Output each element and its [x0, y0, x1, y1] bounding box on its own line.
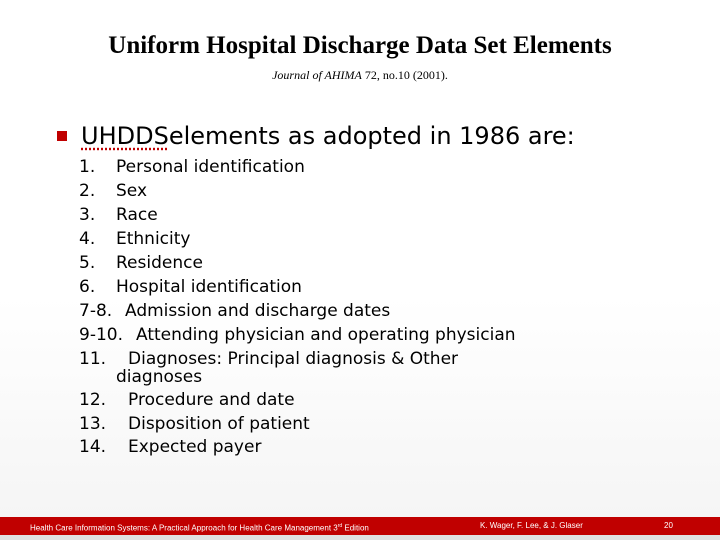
list-item — [79, 414, 310, 434]
list-item — [79, 205, 158, 225]
list-item-text: Sex — [116, 181, 148, 201]
list-item-text: Expected payer — [128, 437, 262, 457]
footer-edition-sup: rd — [337, 523, 343, 529]
list-item-number: 6. — [79, 277, 96, 297]
list-item — [79, 277, 302, 297]
bullet-heading — [57, 122, 575, 150]
list-item-number: 3. — [79, 205, 96, 225]
list-item-number: 9-10. — [79, 325, 123, 345]
footer-page-number: 20 — [664, 521, 673, 530]
footer-book-title — [30, 521, 369, 534]
citation-details: 72, no.10 (2001). — [361, 68, 448, 82]
list-item-number: 1. — [79, 157, 96, 177]
list-item-number: 2. — [79, 181, 96, 201]
list-item — [79, 301, 390, 321]
list-item — [79, 157, 305, 177]
list-item-text: Admission and discharge dates — [125, 301, 391, 321]
list-item-text: Attending physician and operating physician — [136, 325, 516, 345]
list-item-text: Race — [116, 205, 158, 225]
citation — [0, 68, 720, 83]
list-item-number: 11. — [79, 349, 107, 369]
list-item-text: Diagnoses: Principal diagnosis & Other — [128, 349, 459, 369]
list-item — [79, 253, 203, 273]
list-item — [79, 390, 295, 410]
list-item — [79, 349, 458, 369]
list-item-text: Personal identification — [116, 157, 305, 177]
footer-book: Health Care Information Systems: A Practical Approach for Health Care Management 3 — [30, 523, 338, 533]
list-item-number: 14. — [79, 437, 107, 457]
list-item-text: Residence — [116, 253, 203, 273]
footer-authors: K. Wager, F. Lee, & J. Glaser — [480, 521, 583, 530]
bottom-strip — [0, 535, 720, 540]
list-item-number: 7-8. — [79, 301, 113, 321]
list-item — [79, 325, 516, 345]
list-item-number: 4. — [79, 229, 96, 249]
list-item — [79, 181, 147, 201]
list-item-number: 5. — [79, 253, 96, 273]
list-item-number: 12. — [79, 390, 107, 410]
list-item-text: Ethnicity — [116, 229, 191, 249]
slide-title: Uniform Hospital Discharge Data Set Elements — [108, 32, 612, 59]
list-item — [79, 229, 190, 249]
list-item-text: Hospital identification — [116, 277, 302, 297]
bullet-text: elements as adopted in 1986 are: — [168, 122, 575, 150]
footer-edition: Edition — [342, 523, 369, 533]
list-item-number: 13. — [79, 414, 107, 434]
citation-journal: Journal of AHIMA — [272, 68, 362, 82]
list-item-text: Disposition of patient — [128, 414, 310, 434]
bullet-abbr: UHDDS — [81, 122, 169, 150]
list-item-text: Procedure and date — [128, 390, 295, 410]
list-item-continuation: diagnoses — [116, 367, 203, 387]
list-item — [79, 437, 261, 457]
square-bullet-icon — [57, 131, 67, 141]
